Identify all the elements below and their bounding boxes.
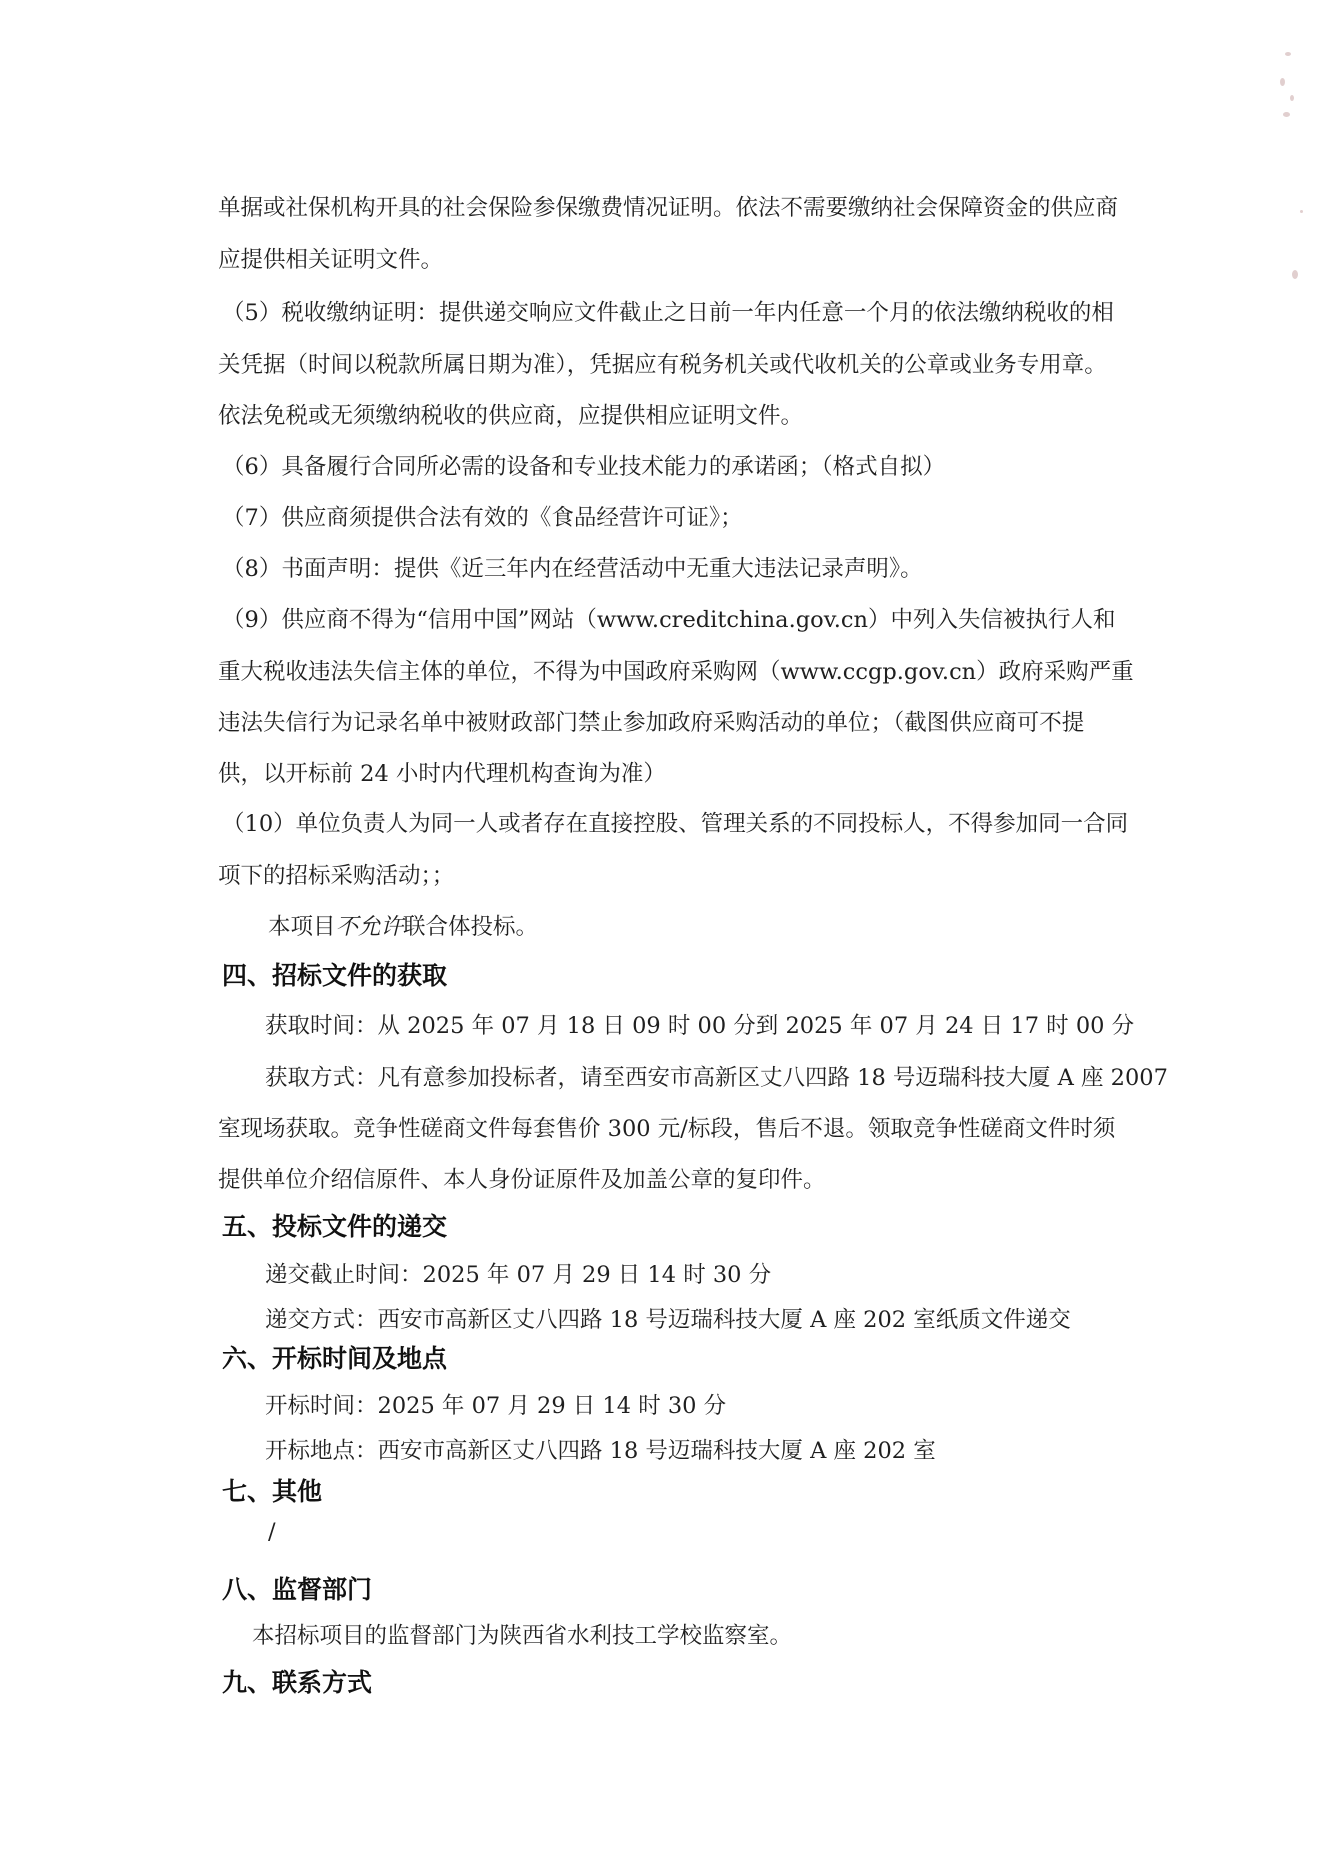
section-heading-7: 七、其他 [222,1477,323,1506]
body-line: （5）税收缴纳证明：提供递交响应文件截止之日前一年内任意一个月的依法缴纳税收的相 [222,300,1114,326]
consortium-statement [268,912,1322,942]
body-line: 违法失信行为记录名单中被财政部门禁止参加政府采购活动的单位；（截图供应商可不提 [218,710,1085,736]
section-5-line: 递交截止时间：2025 年 07 月 29 日 14 时 30 分 [265,1262,772,1288]
section-6-line: 开标地点：西安市高新区丈八四路 18 号迈瑞科技大厦 A 座 202 室 [265,1438,936,1464]
section-8-line: 本招标项目的监督部门为陕西省水利技工学校监察室。 [252,1623,793,1649]
body-line: （7）供应商须提供合法有效的《食品经营许可证》； [222,505,743,531]
body-line: （6）具备履行合同所必需的设备和专业技术能力的承诺函；（格式自拟） [222,454,946,480]
section-heading-9: 九、联系方式 [222,1668,373,1697]
section-heading-5: 五、投标文件的递交 [222,1212,448,1241]
scan-mark [1280,78,1285,86]
section-4-line: 获取时间：从 2025 年 07 月 18 日 09 时 00 分到 2025 年 07 月 24 日 17 时 00 分 [265,1013,1135,1039]
consortium-prefix: 本项目 [268,914,336,940]
body-line: （9）供应商不得为“信用中国”网站（www.creditchina.gov.cn）中列入失信被执行人和 [222,607,1116,633]
consortium-emphasis: 不允许 [335,914,404,940]
body-line: 依法免税或无须缴纳税收的供应商，应提供相应证明文件。 [218,403,804,429]
section-4-line: 室现场获取。竞争性磋商文件每套售价 300 元/标段，售后不退。领取竞争性磋商文件时须 [218,1116,1116,1142]
section-4-line: 获取方式：凡有意参加投标者，请至西安市高新区丈八四路 18 号迈瑞科技大厦 A 座 2007 [265,1065,1168,1091]
consortium-suffix: 联合体投标。 [403,914,539,940]
body-line: 关凭据（时间以税款所属日期为准），凭据应有税务机关或代收机关的公章或业务专用章。 [218,352,1107,378]
scan-mark [1290,95,1294,101]
section-heading-8: 八、监督部门 [222,1575,373,1604]
section-5-line: 递交方式：西安市高新区丈八四路 18 号迈瑞科技大厦 A 座 202 室纸质文件递交 [265,1307,1071,1333]
body-line: （8）书面声明：提供《近三年内在经营活动中无重大违法记录声明》。 [222,556,923,582]
section-6-line: 开标时间：2025 年 07 月 29 日 14 时 30 分 [265,1393,727,1419]
body-line: （10）单位负责人为同一人或者存在直接控股、管理关系的不同投标人，不得参加同一合同 [222,811,1129,837]
section-heading-6: 六、开标时间及地点 [222,1344,448,1373]
section-heading-4: 四、招标文件的获取 [222,961,448,990]
scan-mark [1283,112,1290,117]
body-line: 应提供相关证明文件。 [218,247,444,273]
section-7-line: / [268,1519,276,1545]
scan-mark [1285,52,1291,56]
body-line: 项下的招标采购活动；； [218,863,455,889]
section-4-line: 提供单位介绍信原件、本人身份证原件及加盖公章的复印件。 [218,1167,826,1193]
body-line: 单据或社保机构开具的社会保险参保缴费情况证明。依法不需要缴纳社会保障资金的供应商 [218,195,1119,221]
body-line: 重大税收违法失信主体的单位，不得为中国政府采购网（www.ccgp.gov.cn）政府采购严重 [218,659,1134,685]
body-line: 供，以开标前 24 小时内代理机构查询为准） [218,761,666,787]
